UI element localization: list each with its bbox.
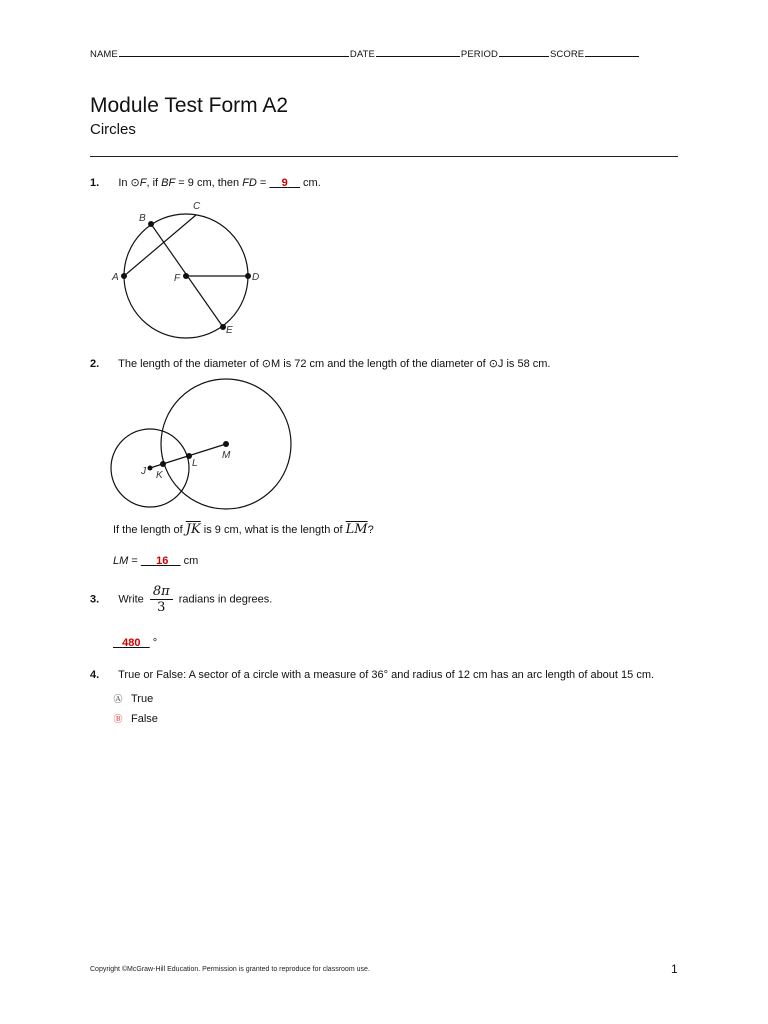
question-number: 1. [90,177,100,189]
date-field[interactable] [376,47,460,57]
label-j: J [141,466,146,477]
point-m [223,441,229,447]
question-number: 4. [90,669,100,681]
page-number: 1 [671,962,678,976]
question-text: In ⊙ [118,177,140,189]
label-l: L [192,458,198,469]
question-text: = 9 cm, then [175,177,243,189]
option-a-bubble-icon[interactable]: Ⓐ [113,694,123,704]
question-3 [90,584,272,615]
point-a [121,273,127,279]
period-field[interactable] [499,47,549,57]
question-text: Write [118,593,144,606]
score-label: SCORE [549,49,585,60]
copyright-footer: Copyright ©McGraw-Hill Education. Permission is granted to reproduce for classroom use. [90,966,370,973]
label-d: D [252,272,260,283]
chord-ac [124,215,196,276]
question-text: , if [146,177,162,189]
label-f: F [174,273,181,284]
point-b [148,221,154,227]
option-label: False [131,713,158,725]
segment-lm: $\overline{LM}$ [345,522,368,537]
question-1 [90,176,321,189]
student-info-header [90,47,640,60]
point-f [183,273,189,279]
option-true[interactable] [113,692,153,705]
answer-blank[interactable] [141,555,181,567]
label-b: B [139,213,146,224]
question-text: ? [367,524,374,536]
label-c: C [193,201,201,212]
answer-value: 480 [122,637,141,649]
circle-name: F [139,177,147,189]
option-false[interactable] [113,712,158,725]
question-2 [90,357,550,370]
question-3-answer [113,637,157,649]
question-text: True or False: A sector of a circle with a measure of 36° and radius of 12 cm has an arc length of about 15 cm. [118,669,655,681]
circle-f-diagram [108,196,278,344]
score-field[interactable] [585,47,639,57]
segment-jk: $\overline{JK}$ [185,522,201,537]
intersecting-circles-diagram [106,376,298,512]
period-label: PERIOD [460,49,498,60]
answer-blank[interactable] [113,637,150,649]
point-k [160,461,166,467]
question-text: If the length of [113,524,186,536]
date-label: DATE [349,49,375,60]
label-e: E [226,325,233,336]
title-divider [90,156,678,157]
label-k: K [156,470,163,481]
page-title: Module Test Form A2 [90,94,289,117]
name-label: NAME [90,49,118,60]
fraction-numerator: 8π [150,584,173,600]
question-text: cm. [300,177,321,189]
question-2-prompt [113,522,374,537]
segment-name: FD [242,177,257,189]
fraction-8pi-over-3 [150,584,173,615]
answer-label: LM [113,555,129,567]
question-text: is 9 cm, what is the length of [200,524,346,536]
fraction-denominator: 3 [157,600,166,615]
question-number: 2. [90,358,100,370]
option-label: True [131,693,154,705]
question-text: = [256,177,270,189]
option-b-bubble-icon[interactable]: Ⓑ [113,714,123,724]
page-subtitle: Circles [90,121,136,138]
answer-value: 9 [281,177,288,189]
name-field[interactable] [119,47,349,57]
question-text: The length of the diameter of ⊙M is 72 cm and the length of the diameter of ⊙J is 58 cm. [118,358,551,370]
question-number: 3. [90,593,100,606]
point-d [245,273,251,279]
question-text: radians in degrees. [178,593,273,606]
question-4 [90,669,654,681]
answer-equals: = [128,555,141,567]
answer-unit: cm [180,555,199,567]
answer-unit: ° [152,637,158,649]
label-a: A [112,272,119,283]
answer-value: 16 [156,555,169,567]
segment-name: BF [161,177,176,189]
point-j [148,466,153,471]
label-m: M [222,450,231,461]
answer-blank[interactable] [269,177,300,189]
question-2-answer [113,555,198,567]
